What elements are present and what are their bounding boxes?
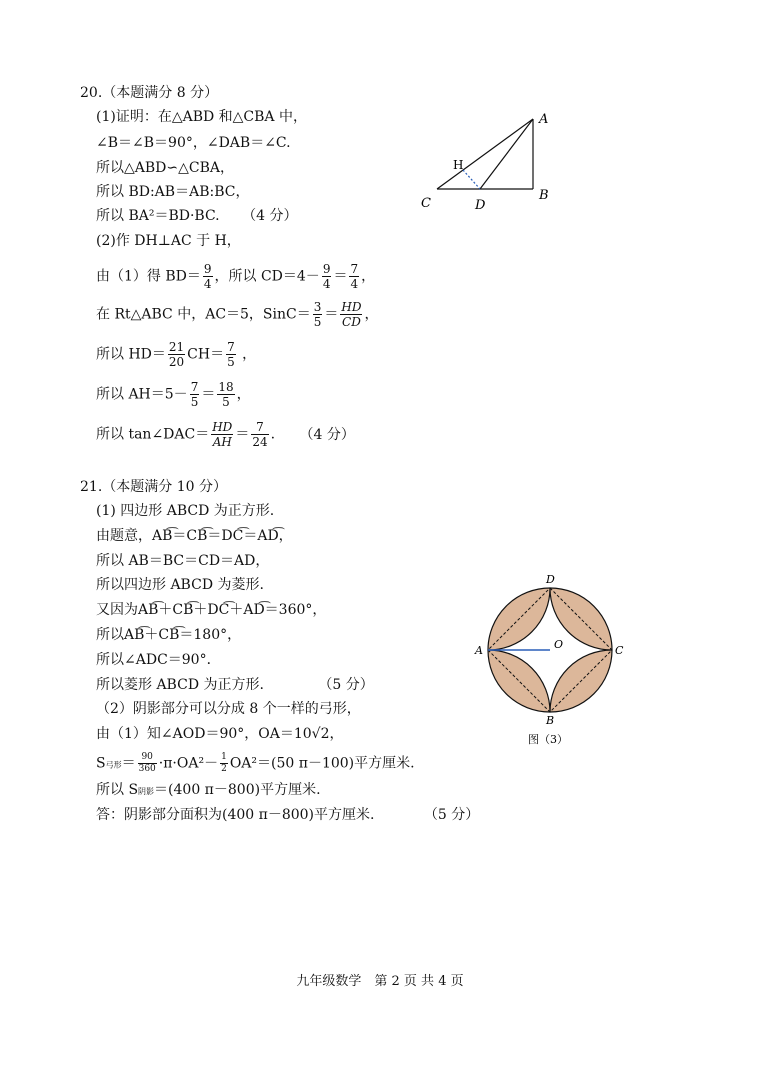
q21-score-1: （5 分） xyxy=(318,677,374,693)
q20-line-9: 所以 HD＝ $\frac{21}{20}$ CH＝ $\frac{7}{5}$ ， xyxy=(96,340,257,369)
q21-line-3: 所以 AB＝BC＝CD＝AD， xyxy=(96,553,270,569)
q21-line-13 xyxy=(96,806,479,824)
fraction: $\frac{3}{5}$ xyxy=(313,300,322,329)
q20-line-4: 所以 BD:AB＝AB:BC， xyxy=(96,184,250,200)
segment-dh xyxy=(463,170,480,189)
label-c: C xyxy=(421,196,431,211)
q20-line-11: 所以 tan∠DAC＝ $\frac{HD}{AH}$ ＝ $\frac{7}{24}$ . （4 分） xyxy=(96,420,355,449)
q21-circle-figure xyxy=(470,568,630,748)
q20-line-10: 所以 AH＝5－ $\frac{7}{5}$ ＝ $\frac{18}{5}$ ， xyxy=(96,380,251,409)
fraction: $\frac{1}{2}$ xyxy=(221,752,227,774)
subscript: 阴影 xyxy=(138,787,155,796)
q21-line-13-text: 答：阴影部分面积为(400 π－800)平方厘米. xyxy=(96,807,375,823)
label-d: D xyxy=(475,198,486,213)
q20-l8-text-a: 在 Rt△ABC 中，AC＝5，SinC＝ xyxy=(96,306,311,323)
page-footer: 九年级数学 第 2 页 共 4 页 xyxy=(296,974,464,989)
q21-line-6: 所以AB͡＋CB͡＝180°， xyxy=(96,627,242,643)
q20-line-1: (1)证明：在△ABD 和△CBA 中， xyxy=(96,109,307,125)
fraction: $\frac{9}{4}$ xyxy=(203,262,212,291)
fraction: $\frac{18}{5}$ xyxy=(218,380,234,409)
fraction: $\frac{HD}{AH}$ xyxy=(212,420,233,449)
q21-line-5: 又因为AB͡＋CB͡＋DC͡＋AD͡＝360°， xyxy=(96,602,327,618)
q20-l7-text-b: ，所以 CD＝4－ xyxy=(214,268,320,285)
q20-line-2: ∠B＝∠B＝90°，∠DAB＝∠C. xyxy=(96,135,291,151)
q21-line-4: 所以四边形 ABCD 为菱形. xyxy=(96,577,264,593)
subscript: 弓形 xyxy=(105,760,122,770)
q20-line-5-text: 所以 BA²＝BD·BC. xyxy=(96,208,220,224)
q21-header: 21.（本题满分 10 分） xyxy=(80,479,227,495)
q21-line-9: （2）阴影部分可以分成 8 个一样的弓形， xyxy=(96,701,361,717)
fraction: $\frac{90}{360}$ xyxy=(138,752,156,774)
label-o: O xyxy=(554,638,564,651)
fraction: $\frac{7}{4}$ xyxy=(350,262,359,291)
q20-triangle-figure xyxy=(415,105,565,217)
q20-line-8: 在 Rt△ABC 中，AC＝5，SinC＝ $\frac{3}{5}$ ＝ $\frac{HD}{CD}$ ， xyxy=(96,300,379,329)
label-b: B xyxy=(539,188,549,203)
segment-ad xyxy=(480,119,533,189)
label-a: A xyxy=(539,112,549,127)
label-a: A xyxy=(475,644,483,657)
q21-line-1: (1) 四边形 ABCD 为正方形. xyxy=(96,503,275,519)
fraction: $\frac{HD}{CD}$ xyxy=(341,300,362,329)
q21-line-8-text: 所以菱形 ABCD 为正方形. xyxy=(96,677,264,693)
label-b: B xyxy=(546,714,555,727)
q21-line-7: 所以∠ADC＝90°． xyxy=(96,652,221,668)
fraction: $\frac{21}{20}$ xyxy=(168,340,185,369)
fraction: $\frac{7}{24}$ xyxy=(252,420,268,449)
q20-line-7: 由（1）得 BD＝ $\frac{9}{4}$ ，所以 CD＝4－ $\frac{9}{4}$ ＝ $\frac{7}{4}$ ， xyxy=(96,262,376,291)
q21-line-8 xyxy=(96,676,374,694)
q20-score-1: （4 分） xyxy=(242,208,298,224)
fraction: $\frac{7}{5}$ xyxy=(190,380,199,409)
q20-line-3: 所以△ABD∽△CBA， xyxy=(96,160,234,176)
q21-line-10: 由（1）知∠AOD＝90°，OA＝10√2， xyxy=(96,726,344,742)
q20-line-5 xyxy=(96,207,297,225)
fraction: $\frac{9}{4}$ xyxy=(322,262,331,291)
q21-line-11: S弓形＝ $\frac{90}{360}$ ·π·OA²－ $\frac{1}{2}$ OA²＝(50 π－100)平方厘米. xyxy=(96,752,415,774)
q20-l7-text-c: ＝ xyxy=(333,268,348,285)
figure-caption: 图（3） xyxy=(528,733,568,746)
label-d: D xyxy=(546,573,555,586)
label-h: H xyxy=(453,158,464,172)
q20-line-6: (2)作 DH⊥AC 于 H， xyxy=(96,233,241,249)
segment-ac xyxy=(437,119,533,189)
q21-score-2: （5 分） xyxy=(423,807,480,823)
label-c: C xyxy=(615,644,624,657)
q21-line-2: 由题意，AB͡＝CB͡＝DC͡＝AD͡， xyxy=(96,528,293,544)
q21-line-12: 所以 S阴影＝(400 π－800)平方厘米. xyxy=(96,782,321,798)
q20-score-2: （4 分） xyxy=(299,426,355,443)
q20-l7-text-a: 由（1）得 BD＝ xyxy=(96,268,201,285)
q20-header: 20.（本题满分 8 分） xyxy=(80,85,219,101)
fraction: $\frac{7}{5}$ xyxy=(227,340,235,369)
